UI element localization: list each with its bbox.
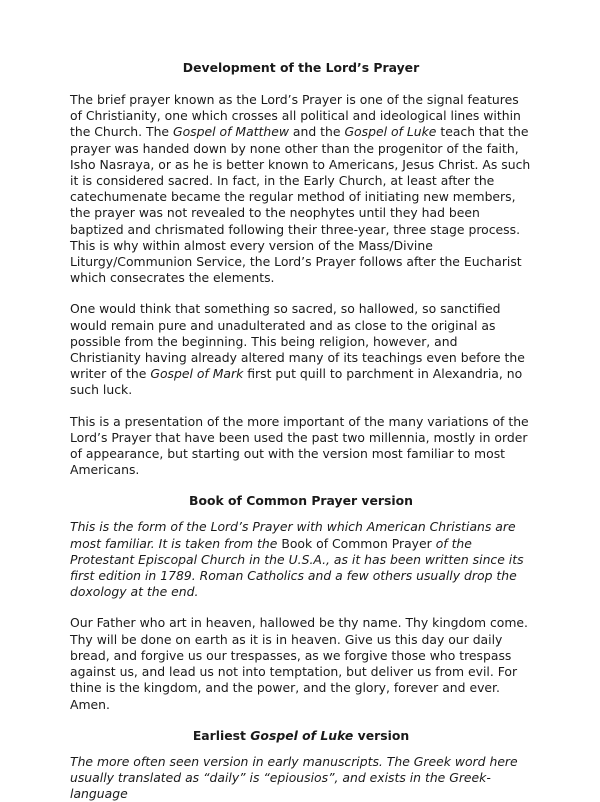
title-book-of-common-prayer: Book of Common Prayer <box>281 535 432 551</box>
bcp-prayer-text: Our Father who art in heaven, hallowed be thy name. Thy kingdom come. Thy will be done on earth as it is in heaven. Give us this day our daily bread, and forgive us our trespasses, as we forgive those who trespass against us, and lead us not into temptation, but deliver us from evil. For thine is the kingdom, and the power, and the glory, forever and ever. Amen. <box>70 615 528 712</box>
intro-paragraph-2: One would think that something so sacred, so hallowed, so sanctified would remain pure and unadulterated and as close to the original as possible from the beginning. This being religion, however, and Christianity having already altered many of its teachings even before the writer of the Gospel of Mark first put quill to parchment in Alexandria, no such luck. <box>70 301 525 398</box>
section-heading-luke: Earliest Gospel of Luke version <box>192 727 410 743</box>
document-body <box>70 60 532 802</box>
page-title: Development of the Lord’s Prayer <box>182 60 420 75</box>
section-heading-bcp: Book of Common Prayer version <box>189 493 413 509</box>
luke-note: The more often seen version in early manuscripts. The Greek word here usually translated as “daily” is “epiousios”, and exists in the Greek-language <box>70 753 518 802</box>
intro-paragraph-3: This is a presentation of the more important of the many variations of the Lord’s Prayer that have been used the past two millennia, mostly in order of appearance, but starting out with the version most familiar to most Americans. <box>70 413 529 478</box>
title-gospel-matthew: Gospel of Matthew <box>172 124 289 140</box>
intro-paragraph-1: The brief prayer known as the Lord’s Prayer is one of the signal features of Christianity, one which crosses all political and ideological lines within the Church. The Gospel of Matthew and the Gospel of Luke teach that the prayer was handed down by none other than the progenitor of the faith, Isho Nasraya, or as he is better known to Americans, Jesus Christ. As such it is considered sacred. In fact, in the Early Church, at least after the catechumenate became the regular method of initiating new members, the prayer was not revealed to the neophytes until they had been baptized and chrismated following their three-year, three stage process. This is why within almost every version of the Mass/Divine Liturgy/Communion Service, the Lord’s Prayer follows after the Eucharist which consecrates the elements. <box>70 92 531 286</box>
bcp-note: This is the form of the Lord’s Prayer with which American Christians are most familiar. It is taken from the Book of Common Prayer of the Protestant Episcopal Church in the U.S.A., as it has been written since its first edition in 1789. Roman Catholics and a few others usually drop the doxology at the end. <box>70 519 524 600</box>
title-gospel-mark: Gospel of Mark <box>150 366 244 382</box>
title-gospel-luke: Gospel of Luke <box>344 124 437 140</box>
